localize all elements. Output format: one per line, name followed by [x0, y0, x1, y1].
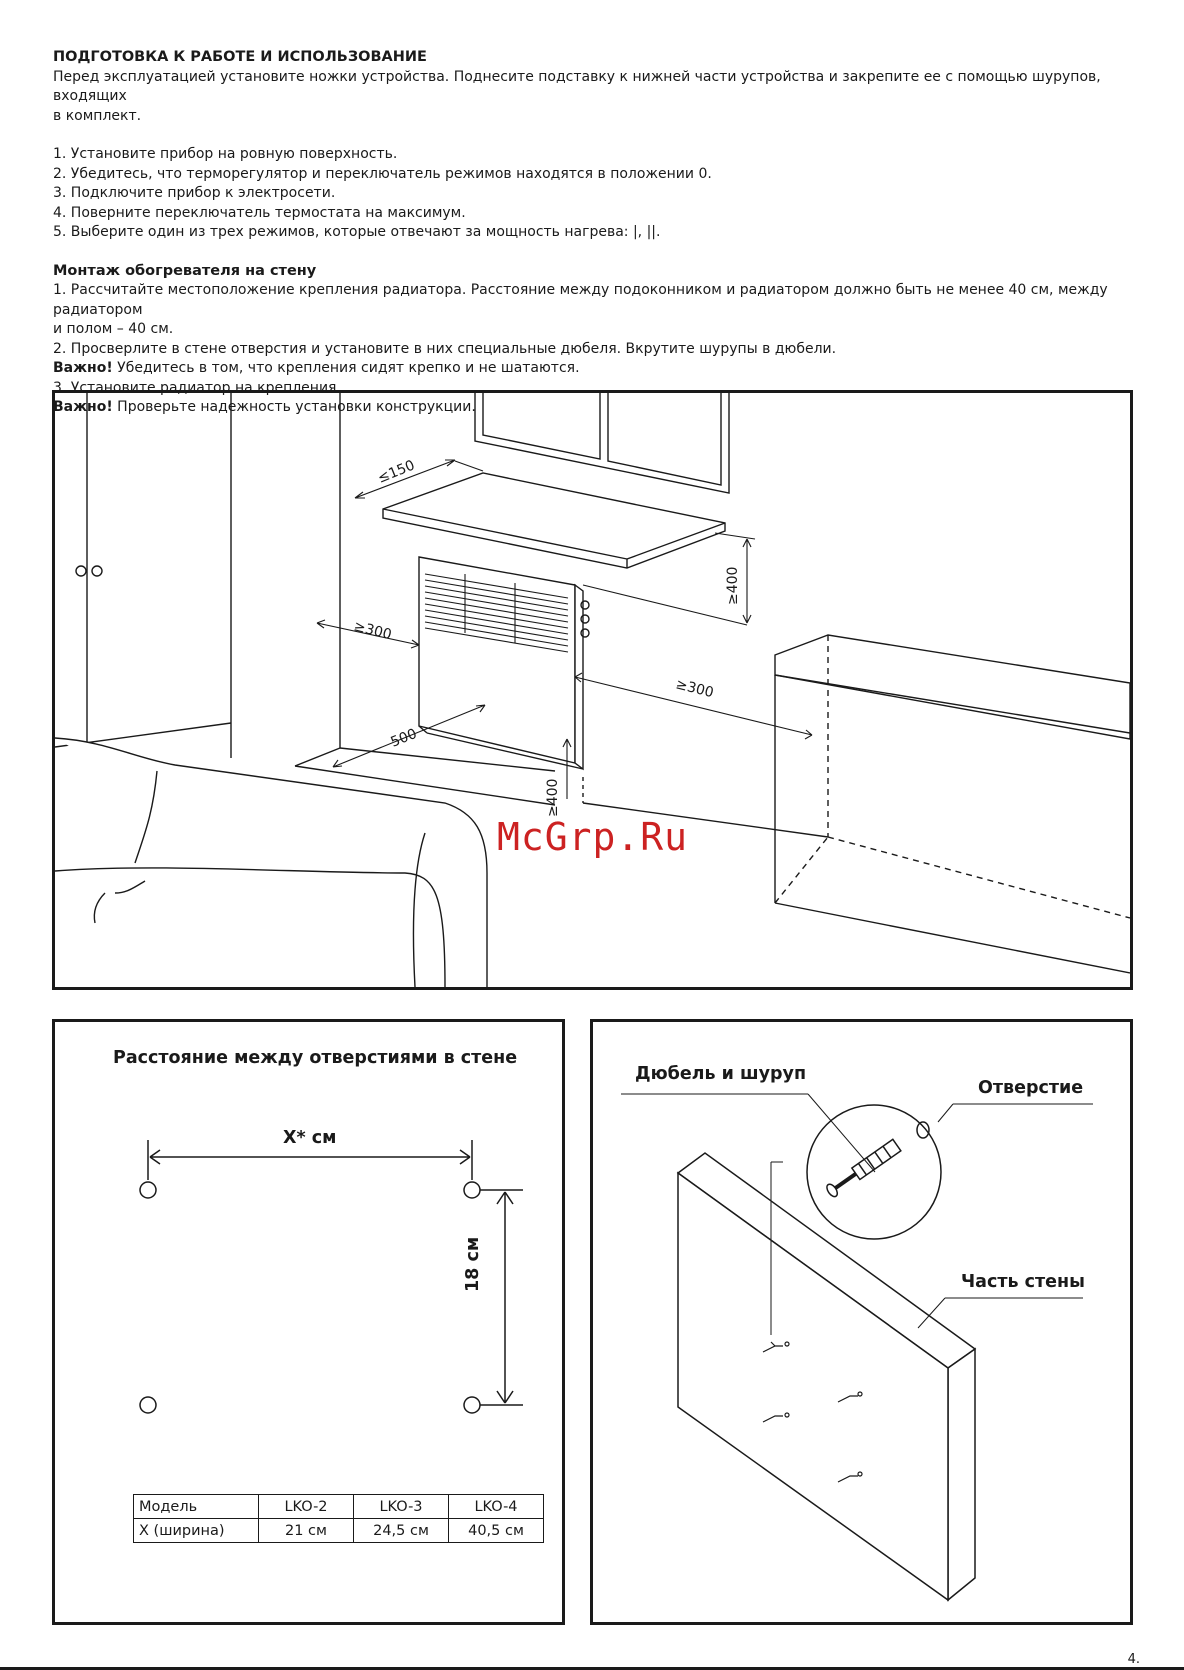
- step-1: 1. Установите прибор на ровную поверхность.: [53, 146, 398, 162]
- section1-heading: ПОДГОТОВКА К РАБОТЕ И ИСПОЛЬЗОВАНИЕ: [53, 49, 427, 65]
- table-cell: LKO-2: [259, 1495, 354, 1519]
- model-width-table: [133, 1494, 544, 1543]
- table-cell: Модель: [134, 1495, 259, 1519]
- panel-title: Расстояние между отверстиями в стене: [113, 1048, 518, 1068]
- table-cell: LKO-4: [449, 1495, 544, 1519]
- x-distance-label: X* см: [283, 1128, 337, 1148]
- mount-step-1-cont: и полом – 40 см.: [53, 321, 174, 337]
- important-label: Важно!: [53, 399, 113, 415]
- table-cell: LKO-3: [354, 1495, 449, 1519]
- dim-floor: ≥400: [545, 778, 561, 817]
- installation-scene-illustration: [52, 390, 1133, 990]
- step-2: 2. Убедитесь, что терморегулятор и переключатель режимов находятся в положении 0.: [53, 165, 712, 182]
- important-note-2: Важно! Проверьте надежность установки конструкции.: [53, 399, 476, 415]
- step-4: 4. Поверните переключатель термостата на максимум.: [53, 204, 466, 221]
- intro-text: Перед эксплуатацией установите ножки устройства. Поднесите подставку к нижней части устройства и закрепите ее с помощью шурупов, входящих: [53, 68, 1101, 104]
- table-cell: X (ширина): [134, 1519, 259, 1543]
- step-5: 5. Выберите один из трех режимов, которые отвечают за мощность нагрева: |, ||.: [53, 224, 661, 240]
- dim-right: ≥300: [674, 676, 716, 702]
- dim-above: ≥400: [725, 566, 741, 605]
- important-note-1: Важно! Убедитесь в том, что крепления сидят крепко и не шатаются.: [53, 360, 580, 376]
- dim-front: 500: [388, 725, 420, 751]
- holes-distance-panel: [52, 1019, 565, 1625]
- y-distance-label: 18 см: [463, 1236, 483, 1292]
- dim-sill-depth: ≤150: [375, 457, 418, 487]
- mount-step-2: 2. Просверлите в стене отверстия и установите в них специальные дюбеля. Вкрутите шурупы в дюбели.: [53, 340, 837, 357]
- wall-mounting-panel: [590, 1019, 1133, 1625]
- table-cell: 40,5 см: [449, 1519, 544, 1543]
- hole-label: Отверстие: [978, 1078, 1084, 1098]
- table-row: [134, 1495, 544, 1519]
- important-label: Важно!: [53, 360, 113, 376]
- step-3: 3. Подключите прибор к электросети.: [53, 185, 336, 201]
- intro-text-cont: в комплект.: [53, 107, 142, 124]
- watermark: McGrp.Ru: [497, 815, 689, 859]
- table-cell: 24,5 см: [354, 1519, 449, 1543]
- page-number: 4.: [1127, 1652, 1140, 1667]
- dowel-screw-label: Дюбель и шуруп: [635, 1064, 807, 1084]
- mount-step-3: 3. Установите радиатор на крепления.: [53, 379, 341, 396]
- instructions-text: [53, 48, 1143, 418]
- wall-part-label: Часть стены: [961, 1272, 1085, 1292]
- mount-step-1: 1. Рассчитайте местоположение крепления радиатора. Расстояние между подоконником и радиатором должно быть не менее 40 см, между радиатором: [53, 282, 1108, 318]
- dim-left: ≥300: [352, 618, 394, 644]
- section2-heading: Монтаж обогревателя на стену: [53, 262, 317, 279]
- table-cell: 21 см: [259, 1519, 354, 1543]
- table-row: [134, 1519, 544, 1543]
